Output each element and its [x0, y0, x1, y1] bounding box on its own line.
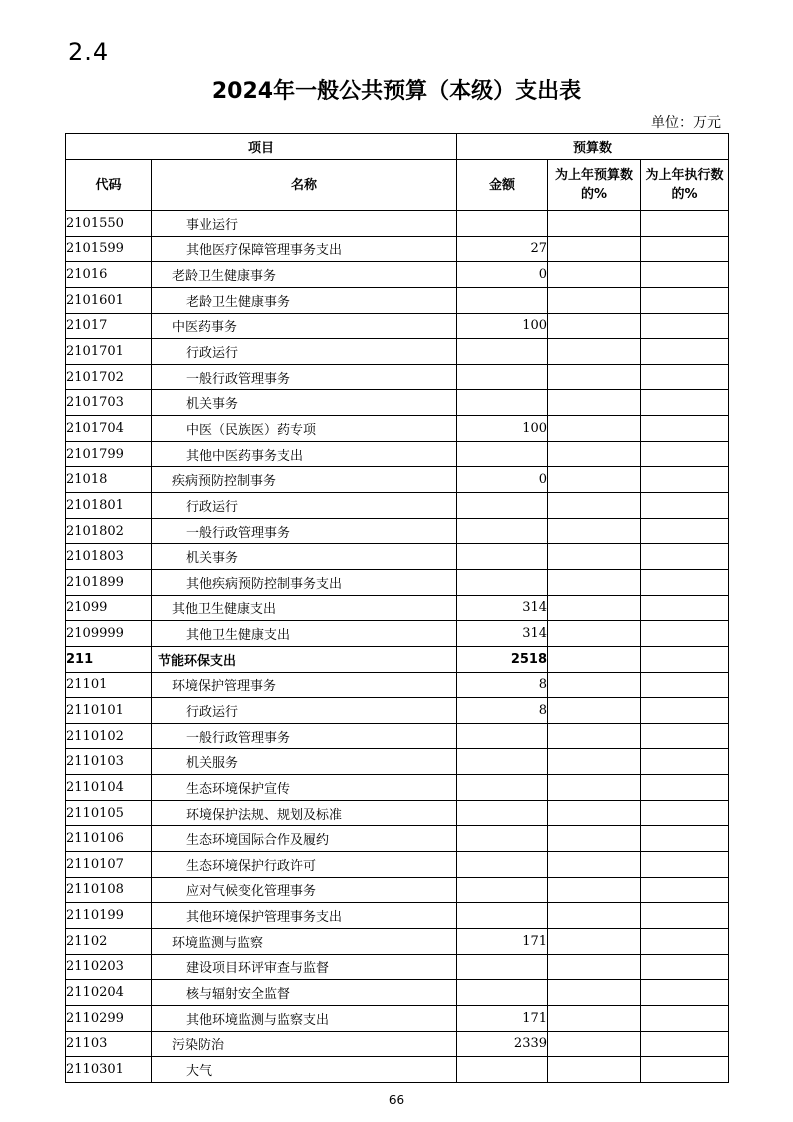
- row-code: 2101550: [66, 211, 152, 237]
- row-name: 中医（民族医）药专项: [152, 416, 457, 442]
- row-vs-last-budget: [548, 672, 641, 698]
- row-name: 其他环境保护管理事务支出: [152, 903, 457, 929]
- row-vs-last-exec: [641, 954, 729, 980]
- row-name: 生态环境保护宣传: [152, 775, 457, 801]
- row-vs-last-exec: [641, 595, 729, 621]
- row-code: 21101: [66, 672, 152, 698]
- row-vs-last-exec: [641, 211, 729, 237]
- row-amount: 100: [457, 313, 548, 339]
- row-vs-last-exec: [641, 313, 729, 339]
- row-name: 行政运行: [152, 339, 457, 365]
- row-vs-last-budget: [548, 749, 641, 775]
- table-row: [66, 262, 729, 288]
- row-name: 建设项目环评审查与监督: [152, 954, 457, 980]
- table-row: [66, 954, 729, 980]
- row-vs-last-exec: [641, 441, 729, 467]
- row-amount: [457, 1057, 548, 1083]
- row-vs-last-budget: [548, 441, 641, 467]
- row-vs-last-exec: [641, 621, 729, 647]
- row-vs-last-budget: [548, 826, 641, 852]
- table-row: [66, 1005, 729, 1031]
- row-vs-last-budget: [548, 928, 641, 954]
- row-vs-last-budget: [548, 1031, 641, 1057]
- row-code: 2101799: [66, 441, 152, 467]
- row-vs-last-budget: [548, 852, 641, 878]
- row-amount: 0: [457, 467, 548, 493]
- table-row: [66, 646, 729, 672]
- row-name: 环境保护法规、规划及标准: [152, 800, 457, 826]
- row-vs-last-budget: [548, 800, 641, 826]
- table-row: [66, 467, 729, 493]
- row-code: 21018: [66, 467, 152, 493]
- row-vs-last-exec: [641, 826, 729, 852]
- row-amount: [457, 749, 548, 775]
- table-row: [66, 877, 729, 903]
- row-amount: [457, 877, 548, 903]
- row-vs-last-budget: [548, 313, 641, 339]
- row-amount: [457, 852, 548, 878]
- table-row: [66, 390, 729, 416]
- section-number: 2.4: [68, 38, 110, 66]
- row-amount: 171: [457, 928, 548, 954]
- row-amount: 27: [457, 236, 548, 262]
- row-name: 机关事务: [152, 390, 457, 416]
- row-vs-last-budget: [548, 595, 641, 621]
- row-vs-last-budget: [548, 980, 641, 1006]
- table-row: [66, 903, 729, 929]
- row-amount: [457, 569, 548, 595]
- row-vs-last-budget: [548, 903, 641, 929]
- table-row: [66, 236, 729, 262]
- row-amount: [457, 826, 548, 852]
- row-vs-last-exec: [641, 646, 729, 672]
- row-vs-last-exec: [641, 416, 729, 442]
- row-amount: [457, 980, 548, 1006]
- table-row: [66, 749, 729, 775]
- row-vs-last-budget: [548, 569, 641, 595]
- table-row: [66, 980, 729, 1006]
- row-vs-last-budget: [548, 262, 641, 288]
- row-amount: [457, 390, 548, 416]
- row-vs-last-budget: [548, 518, 641, 544]
- row-name: 其他医疗保障管理事务支出: [152, 236, 457, 262]
- row-name: 疾病预防控制事务: [152, 467, 457, 493]
- row-code: 2110299: [66, 1005, 152, 1031]
- row-amount: 0: [457, 262, 548, 288]
- row-vs-last-exec: [641, 467, 729, 493]
- row-name: 中医药事务: [152, 313, 457, 339]
- row-vs-last-exec: [641, 672, 729, 698]
- row-vs-last-budget: [548, 646, 641, 672]
- row-name: 其他卫生健康支出: [152, 621, 457, 647]
- row-code: 2109999: [66, 621, 152, 647]
- row-vs-last-exec: [641, 903, 729, 929]
- table-row: [66, 493, 729, 519]
- row-code: 21016: [66, 262, 152, 288]
- row-name: 生态环境国际合作及履约: [152, 826, 457, 852]
- row-name: 核与辐射安全监督: [152, 980, 457, 1006]
- row-code: 2110105: [66, 800, 152, 826]
- row-code: 2110204: [66, 980, 152, 1006]
- table-row: [66, 595, 729, 621]
- row-code: 2101801: [66, 493, 152, 519]
- row-vs-last-exec: [641, 1031, 729, 1057]
- row-name: 节能环保支出: [152, 646, 457, 672]
- row-amount: [457, 518, 548, 544]
- table-row: [66, 672, 729, 698]
- row-vs-last-exec: [641, 1057, 729, 1083]
- row-code: 21017: [66, 313, 152, 339]
- row-code: 2110199: [66, 903, 152, 929]
- row-code: 2101599: [66, 236, 152, 262]
- row-amount: [457, 544, 548, 570]
- row-name: 其他卫生健康支出: [152, 595, 457, 621]
- header-amount: 金额: [457, 160, 548, 211]
- page-number: 66: [388, 1093, 405, 1107]
- row-vs-last-exec: [641, 339, 729, 365]
- row-vs-last-exec: [641, 287, 729, 313]
- row-amount: 314: [457, 621, 548, 647]
- row-amount: 2518: [457, 646, 548, 672]
- row-amount: [457, 441, 548, 467]
- row-vs-last-exec: [641, 364, 729, 390]
- row-vs-last-budget: [548, 236, 641, 262]
- row-vs-last-budget: [548, 698, 641, 724]
- row-vs-last-exec: [641, 980, 729, 1006]
- table-row: [66, 364, 729, 390]
- row-name: 老龄卫生健康事务: [152, 287, 457, 313]
- row-vs-last-exec: [641, 544, 729, 570]
- row-vs-last-budget: [548, 390, 641, 416]
- row-vs-last-exec: [641, 236, 729, 262]
- row-amount: [457, 903, 548, 929]
- table-row: [66, 287, 729, 313]
- row-code: 2101701: [66, 339, 152, 365]
- row-vs-last-exec: [641, 800, 729, 826]
- row-vs-last-budget: [548, 211, 641, 237]
- row-code: 2110301: [66, 1057, 152, 1083]
- row-vs-last-exec: [641, 569, 729, 595]
- row-vs-last-exec: [641, 698, 729, 724]
- table-row: [66, 1031, 729, 1057]
- header-project: 项目: [66, 134, 457, 160]
- row-amount: [457, 800, 548, 826]
- row-vs-last-exec: [641, 1005, 729, 1031]
- row-code: 2110106: [66, 826, 152, 852]
- table-row: [66, 723, 729, 749]
- row-code: 21102: [66, 928, 152, 954]
- table-row: [66, 1057, 729, 1083]
- row-vs-last-exec: [641, 390, 729, 416]
- row-vs-last-exec: [641, 852, 729, 878]
- row-vs-last-budget: [548, 493, 641, 519]
- table-row: [66, 698, 729, 724]
- row-name: 一般行政管理事务: [152, 364, 457, 390]
- row-vs-last-budget: [548, 621, 641, 647]
- row-code: 2101703: [66, 390, 152, 416]
- row-code: 2110103: [66, 749, 152, 775]
- row-code: 2101704: [66, 416, 152, 442]
- row-code: 2101601: [66, 287, 152, 313]
- row-amount: [457, 775, 548, 801]
- row-amount: 100: [457, 416, 548, 442]
- row-name: 环境保护管理事务: [152, 672, 457, 698]
- row-vs-last-budget: [548, 775, 641, 801]
- row-vs-last-budget: [548, 416, 641, 442]
- row-code: 2101702: [66, 364, 152, 390]
- row-vs-last-exec: [641, 928, 729, 954]
- row-name: 行政运行: [152, 493, 457, 519]
- row-amount: 2339: [457, 1031, 548, 1057]
- row-code: 2110108: [66, 877, 152, 903]
- row-code: 2110203: [66, 954, 152, 980]
- page-title: 2024年一般公共预算（本级）支出表: [211, 79, 582, 104]
- table-row: [66, 621, 729, 647]
- row-amount: [457, 339, 548, 365]
- row-vs-last-exec: [641, 518, 729, 544]
- row-vs-last-budget: [548, 877, 641, 903]
- row-name: 其他疾病预防控制事务支出: [152, 569, 457, 595]
- row-vs-last-exec: [641, 493, 729, 519]
- row-vs-last-exec: [641, 723, 729, 749]
- row-vs-last-budget: [548, 467, 641, 493]
- header-code: 代码: [66, 160, 152, 211]
- header-name: 名称: [152, 160, 457, 211]
- row-name: 老龄卫生健康事务: [152, 262, 457, 288]
- row-amount: 8: [457, 698, 548, 724]
- row-amount: [457, 954, 548, 980]
- row-amount: [457, 364, 548, 390]
- table-row: [66, 211, 729, 237]
- row-vs-last-budget: [548, 954, 641, 980]
- row-code: 21103: [66, 1031, 152, 1057]
- row-code: 2110102: [66, 723, 152, 749]
- row-code: 2101899: [66, 569, 152, 595]
- row-vs-last-exec: [641, 877, 729, 903]
- budget-table: [65, 133, 729, 1083]
- row-name: 机关事务: [152, 544, 457, 570]
- table-row: [66, 544, 729, 570]
- row-vs-last-exec: [641, 749, 729, 775]
- row-vs-last-budget: [548, 544, 641, 570]
- table-row: [66, 800, 729, 826]
- row-vs-last-budget: [548, 364, 641, 390]
- row-code: 211: [66, 646, 152, 672]
- row-name: 事业运行: [152, 211, 457, 237]
- row-vs-last-exec: [641, 775, 729, 801]
- row-amount: 171: [457, 1005, 548, 1031]
- header-vs-last-exec: 为上年执行数的%: [641, 160, 729, 211]
- header-budget: 预算数: [457, 134, 729, 160]
- row-vs-last-budget: [548, 1005, 641, 1031]
- row-vs-last-budget: [548, 339, 641, 365]
- row-name: 环境监测与监察: [152, 928, 457, 954]
- row-name: 其他环境监测与监察支出: [152, 1005, 457, 1031]
- row-vs-last-budget: [548, 1057, 641, 1083]
- row-vs-last-exec: [641, 262, 729, 288]
- unit-label: 单位：万元: [651, 115, 721, 131]
- row-amount: 8: [457, 672, 548, 698]
- row-name: 一般行政管理事务: [152, 518, 457, 544]
- row-vs-last-budget: [548, 723, 641, 749]
- table-row: [66, 569, 729, 595]
- row-name: 应对气候变化管理事务: [152, 877, 457, 903]
- table-row: [66, 928, 729, 954]
- table-row: [66, 518, 729, 544]
- table-row: [66, 339, 729, 365]
- table-row: [66, 775, 729, 801]
- row-code: 2101802: [66, 518, 152, 544]
- row-name: 一般行政管理事务: [152, 723, 457, 749]
- row-name: 污染防治: [152, 1031, 457, 1057]
- header-vs-last-budget: 为上年预算数的%: [548, 160, 641, 211]
- row-name: 机关服务: [152, 749, 457, 775]
- table-row: [66, 313, 729, 339]
- table-row: [66, 852, 729, 878]
- row-vs-last-budget: [548, 287, 641, 313]
- row-code: 21099: [66, 595, 152, 621]
- row-name: 生态环境保护行政许可: [152, 852, 457, 878]
- row-amount: [457, 723, 548, 749]
- row-code: 2110101: [66, 698, 152, 724]
- row-amount: [457, 287, 548, 313]
- row-amount: [457, 493, 548, 519]
- row-code: 2110104: [66, 775, 152, 801]
- table-row: [66, 441, 729, 467]
- table-row: [66, 826, 729, 852]
- row-code: 2101803: [66, 544, 152, 570]
- row-name: 大气: [152, 1057, 457, 1083]
- row-amount: 314: [457, 595, 548, 621]
- row-code: 2110107: [66, 852, 152, 878]
- row-name: 其他中医药事务支出: [152, 441, 457, 467]
- row-name: 行政运行: [152, 698, 457, 724]
- row-amount: [457, 211, 548, 237]
- table-row: [66, 416, 729, 442]
- table-body: [66, 211, 729, 1083]
